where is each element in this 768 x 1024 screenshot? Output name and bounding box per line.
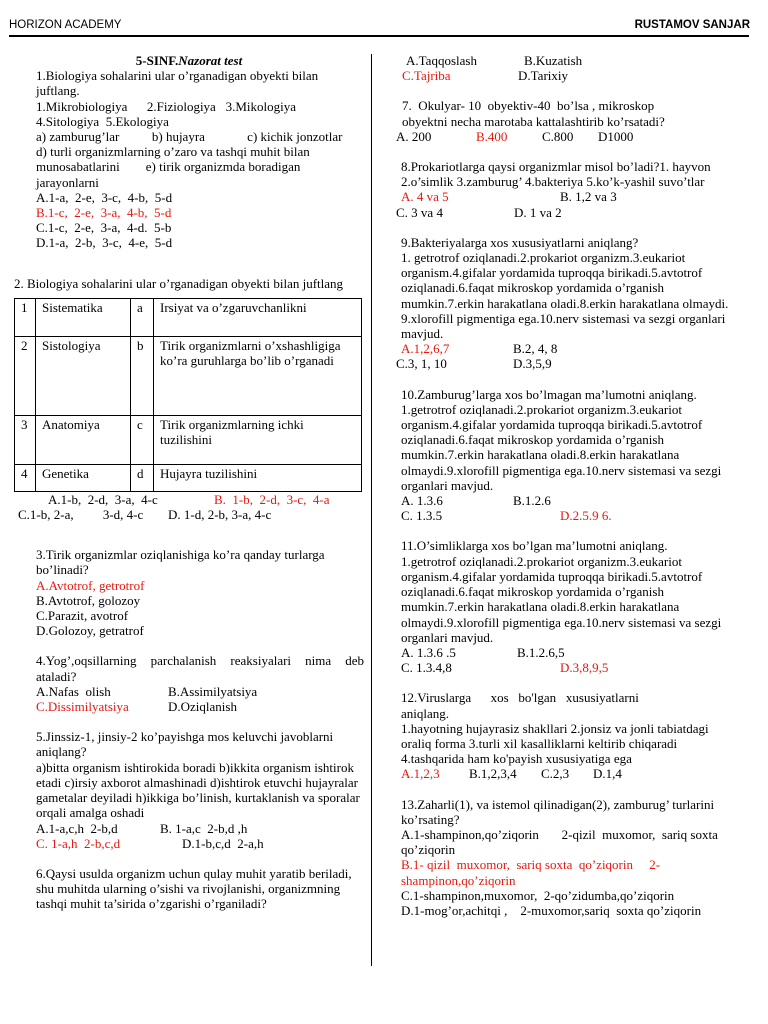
question-2 — [14, 276, 364, 523]
answer-option-b: B. 1,2 va 3 — [560, 189, 617, 205]
answer-option-a-correct: A. 4 va 5 — [401, 189, 449, 205]
table-row: 3 Anatomiya c Tirik organizmlarning ichki tuzilishini — [15, 415, 362, 464]
answer-option-c: C.Parazit, avotrof — [36, 608, 129, 624]
page-header — [9, 18, 750, 34]
question-text: 13.Zaharli(1), va istemol qilinadigan(2), zamburug’ turlarini ko’rsating? — [401, 796, 715, 827]
question-9 — [396, 235, 732, 372]
question-text-cont: aniqlang. — [401, 705, 450, 721]
question-text: 9.Bakteriyalarga xos xususiyatlarni aniqlang? — [401, 234, 639, 250]
answer-option-b: B.2, 4, 8 — [513, 341, 558, 357]
answer-option-d: D. 1 va 2 — [514, 204, 562, 220]
question-text: 10.Zamburug’larga xos bo’lmagan ma’lumotni aniqlang. — [401, 386, 697, 402]
answer-option-a: A.1-a, 2-e, 3-c, 4-b, 5-d — [36, 189, 173, 205]
answer-option-b: B.1,2,3,4 — [469, 766, 517, 782]
answer-option-c: C. 1.3.5 — [401, 508, 443, 524]
question-1 — [14, 68, 364, 250]
answer-option-a: A.Taqqoslash — [406, 53, 477, 68]
answer-option-b-correct: B.400 — [476, 128, 508, 144]
question-text: 6.Qaysi usulda organizm uchun qulay muhit yaratib beriladi, shu muhitda ularning o’sishi va rivojlanishi, organizmning tashqi muhit ta’sirida o’zgarishi o’rganiladi? — [36, 865, 352, 912]
answer-option-d: D.1-a, 2-b, 3-c, 4-e, 5-d — [36, 235, 173, 251]
question-text: 8.Prokariotlarga qaysi organizmlar misol bo’ladi?1. hayvon 2.o’simlik 3.zamburug’ 4.bakteriya 5.ko’k-yashil suvo’tlar — [401, 159, 711, 190]
test-title: 5-SINF.Nazorat test — [135, 53, 243, 68]
answer-option-a-correct: A.1,2,3 — [401, 766, 440, 782]
q11-statements: 1.getrotrof oziqlanadi.2.prokariot organizm.3.eukariot organism.4.gifalar yordamida tuproqqa birikadi.5.avtotrof oziqlanadi.6.faqat mikroskop yordamida o’rganish mumkin.7.erkin harakatlana oladi.8.erkin harakatlana olmaydi.9.xlorofill pigmentiga ega.10.nerv sistemasi va sezgi organlari mavjud. — [401, 553, 722, 645]
question-text: 4.Yog’,oqsillarning parchalanish reaksiyalari nima deb ataladi? — [36, 653, 364, 684]
question-10 — [396, 387, 732, 524]
answer-option-a-correct: A.Avtotrof, getrotrof — [36, 577, 145, 593]
answer-option-d: D.Golozoy, getratrof — [36, 623, 144, 639]
answer-option-d: D.3,5,9 — [513, 356, 552, 372]
question-text-cont: obyektni necha marotaba kattalashtirib ko’rsatadi? — [402, 113, 665, 129]
answer-option-a: A.1-b, 2-d, 3-a, 4-c — [48, 491, 158, 507]
question-6-options — [396, 53, 732, 83]
answer-option-c-correct: C. 1-a,h 2-b,c,d — [36, 835, 121, 851]
q1-objects-line2: d) turli organizmlarning o’zaro va tashqi muhit bilan — [36, 144, 310, 160]
question-text: 3.Tirik organizmlar oziqlanishiga ko’ra qanday turlarga bo’linadi? — [36, 547, 325, 578]
answer-option-b-correct: B.1- qizil muxomor, sariq soxta qo’ziqorin 2-shampinon,qo’ziqorin — [401, 857, 661, 888]
answer-option-a: A.1-a,c,h 2-b,d — [36, 820, 118, 836]
question-5 — [14, 729, 364, 851]
answer-option-b: B.Assimilyatsiya — [168, 683, 258, 699]
answer-option-d: D.1,4 — [593, 766, 622, 782]
answer-option-c: C.2,3 — [541, 766, 570, 782]
answer-option-a-correct: A.1,2,6,7 — [401, 341, 450, 357]
author-name: RUSTAMOV SANJAR — [634, 19, 750, 31]
answer-option-d: D1000 — [598, 128, 634, 144]
answer-option-c-correct: C.Tajriba — [402, 68, 451, 84]
question-7 — [396, 98, 732, 144]
answer-option-b-correct: B. 1-b, 2-d, 3-c, 4-a — [214, 491, 330, 507]
question-11 — [396, 538, 732, 675]
question-text: 5.Jinssiz-1, jinsiy-2 ko’payishga mos keluvchi javoblarni aniqlang? — [36, 729, 334, 760]
answer-option-b: B.1.2.6,5 — [517, 644, 565, 660]
question-text: 2. Biologiya sohalarini ular o’rganadigan obyekti bilan juftlang — [14, 275, 344, 291]
q1-items-line2: 4.Sitologiya 5.Ekologiya — [36, 113, 169, 129]
q1-objects-line1: a) zamburug’lar b) hujayra c) kichik jonzotlar — [36, 129, 343, 145]
question-3 — [14, 547, 364, 638]
answer-option-a: A.1-shampinon,qo’ziqorin 2-qizil muxomor, sariq soxta qo’ziqorin — [401, 826, 725, 858]
question-text: 11.O’simliklarga xos bo’lgan ma’lumotni aniqlang. — [401, 538, 668, 554]
question-13 — [396, 797, 732, 919]
answer-option-a: A. 1.3.6 — [401, 493, 443, 509]
q9-statements: 1. getrotrof oziqlanadi.2.prokariot organizm.3.eukariot organism.4.gifalar yordamida tuproqqa birikadi.5.avtotrof oziqlanadi.6.faqat mikroskop yordamida o’rganish mumkin.7.erkin harakatlana oladi.8.erkin harakatlana olmaydi. 9.xlorofill pigmentiga ega.10.nerv sistemasi va sezgi organlari mavjud. — [401, 250, 729, 342]
q1-objects-line3: munosabatlarini e) tirik organizmda boradigan — [36, 159, 301, 175]
answer-option-b: B.Avtotrof, golozoy — [36, 592, 141, 608]
column-divider — [371, 54, 372, 966]
question-text: 12.Viruslarga xos bo'lgan xususiyatlarni — [401, 690, 639, 706]
answer-option-c: C.1-shampinon,muxomor, 2-qo’zidumba,qo’ziqorin — [401, 887, 675, 903]
answer-option-c: C.1-c, 2-e, 3-a, 4-d. 5-b — [36, 220, 172, 236]
answer-option-c: C.1-b, 2-a, 3-d, 4-c — [18, 507, 144, 523]
question-12 — [396, 690, 732, 781]
answer-option-d-correct: D.3,8,9,5 — [560, 660, 609, 676]
answer-option-c: C. 3 va 4 — [396, 204, 443, 220]
table-row: 4 Genetika d Hujayra tuzilishini — [15, 464, 362, 491]
answer-option-a: A. 1.3.6 .5 — [401, 644, 456, 660]
q1-objects-line4: jarayonlarni — [36, 174, 99, 190]
question-text: 7. Okulyar- 10 obyektiv-40 bo’lsa , mikroskop — [402, 98, 655, 114]
right-column — [396, 53, 732, 918]
header-rule — [9, 35, 749, 37]
question-4 — [14, 653, 364, 714]
answer-option-d-correct: D.2.5.9 6. — [560, 508, 612, 524]
answer-option-b-correct: B.1-c, 2-e, 3-a, 4-b, 5-d — [36, 205, 172, 221]
answer-option-c: C. 1.3.4,8 — [401, 660, 452, 676]
matching-table — [14, 298, 362, 492]
question-8 — [396, 159, 732, 220]
answer-option-b: B. 1-a,c 2-b,d ,h — [160, 820, 248, 836]
question-text: 1.Biologiya sohalarini ular o’rganadigan obyekti bilan juftlang. — [36, 68, 319, 99]
answer-option-b: B.1.2.6 — [513, 493, 551, 509]
q5-statements: a)bitta organism ishtirokida boradi b)ikkita organism ishtirok etadi c)irsiy axborot almashinadi d)ishtirok etuvchi hujayralar gametalar deyiladi h)ikkiga bo’linish, kurtaklanish va sporalar orqali amalga oshadi — [36, 759, 360, 821]
q10-statements: 1.getrotrof oziqlanadi.2.prokariot organizm.3.eukariot organism.4.gifalar yordamida tuproqqa birikadi.5.avtotrof oziqlanadi.6.faqat mikroskop yordamida o’rganish mumkin.7.erkin harakatlana oladi.8.erkin harakatlana olmaydi.9.xlorofill pigmentiga ega.10.nerv sistemasi va sezgi organlari mavjud. — [401, 401, 722, 493]
left-column — [14, 53, 364, 912]
answer-option-a: A. 200 — [396, 128, 432, 144]
answer-option-d: D.Oziqlanish — [168, 699, 237, 715]
table-row: 1 Sistematika a Irsiyat va o’zgaruvchanlikni — [15, 298, 362, 336]
question-6 — [14, 866, 364, 912]
school-name: HORIZON ACADEMY — [9, 19, 122, 31]
answer-option-d: D.1-b,c,d 2-a,h — [182, 835, 264, 851]
answer-option-d: D.Tarixiy — [518, 68, 568, 84]
answer-option-c: C.800 — [542, 128, 574, 144]
answer-option-d: D. 1-d, 2-b, 3-a, 4-c — [168, 507, 272, 523]
answer-option-c: C.3, 1, 10 — [396, 356, 447, 372]
answer-option-b: B.Kuzatish — [524, 53, 583, 68]
q12-statements: 1.hayotning hujayrasiz shakllari 2.jonsiz va jonli tabiatdagi oraliq forma 3.turli xil kasalliklarni keltirib chiqaradi 4.tashqarida ham ko'payish xususiyatiga ega — [401, 720, 709, 767]
answer-option-d: D.1-mog’or,achitqi , 2-muxomor,sariq soxta qo’ziqorin — [401, 902, 702, 918]
answer-option-c-correct: C.Dissimilyatsiya — [36, 699, 129, 715]
table-row: 2 Sistologiya b Tirik organizmlarni o’xshashligiga ko’ra guruhlarga bo’lib o’rganadi — [15, 336, 362, 415]
q1-items-line1: 1.Mikrobiologiya 2.Fiziologiya 3.Mikologiya — [36, 98, 296, 114]
answer-option-a: A.Nafas olish — [36, 683, 111, 699]
